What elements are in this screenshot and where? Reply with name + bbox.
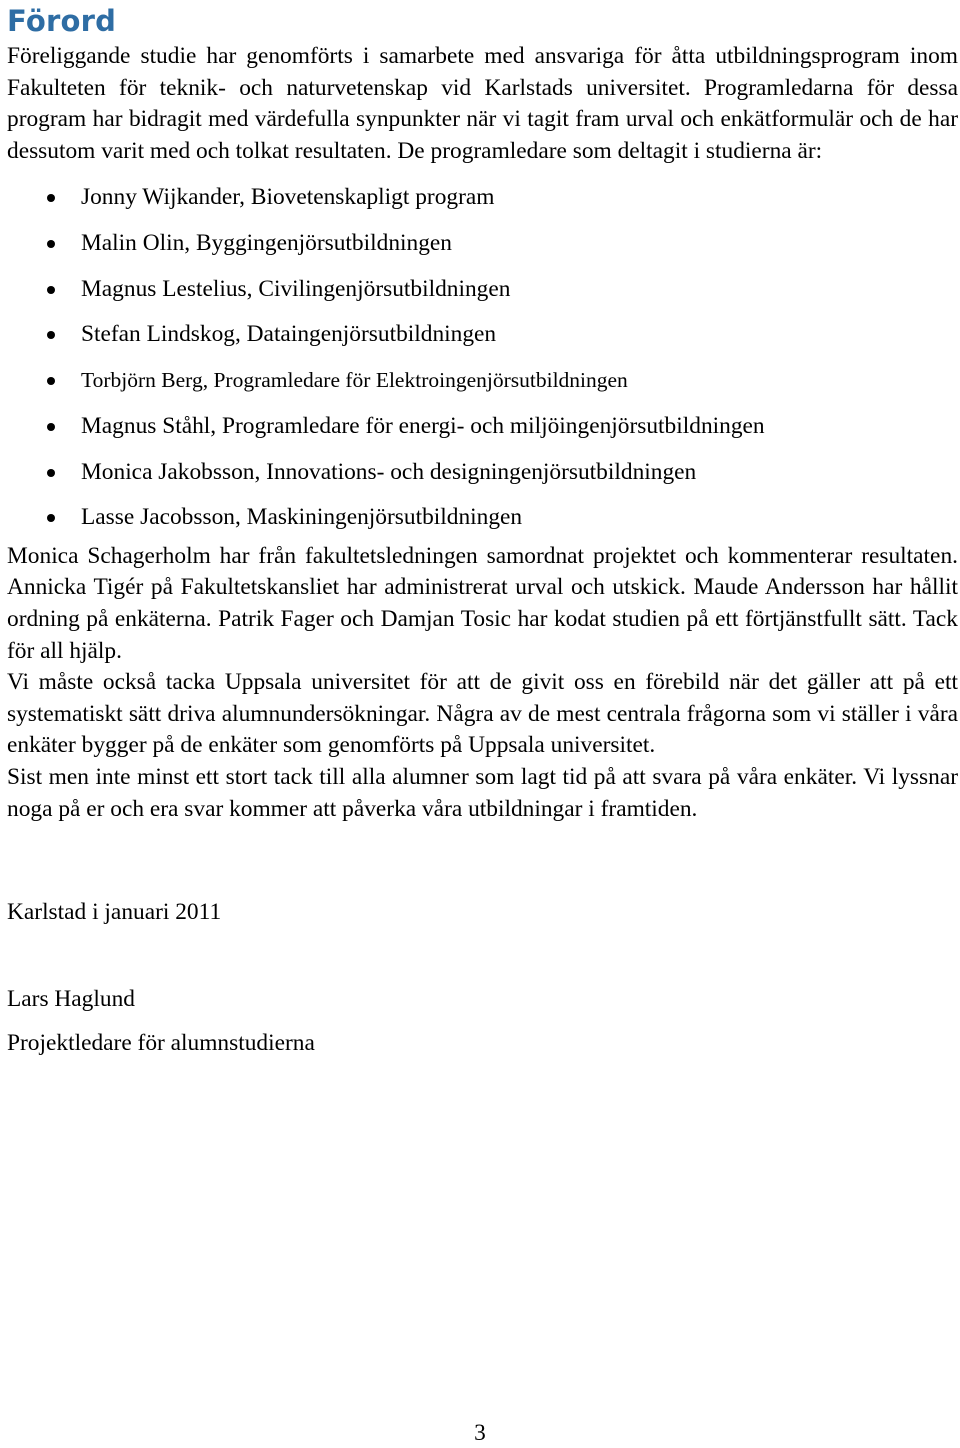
- participant-text: Lasse Jacobsson, Maskiningenjörsutbildningen: [81, 504, 523, 531]
- list-item: [7, 404, 958, 450]
- participant-text: Stefan Lindskog, Dataingenjörsutbildningen: [81, 321, 497, 348]
- participant-text: Magnus Ståhl, Programledare för energi- och miljöingenjörsutbildningen: [81, 412, 765, 439]
- bullet-icon: [47, 514, 55, 522]
- participant-text: Jonny Wijkander, Biovetenskapligt program: [81, 184, 495, 211]
- participant-list: [7, 175, 958, 541]
- list-item: [7, 221, 958, 267]
- list-item: [7, 312, 958, 358]
- bullet-icon: [47, 423, 55, 431]
- participant-text: Torbjörn Berg, Programledare för Elektroingenjörsutbildningen: [81, 368, 628, 393]
- bullet-icon: [47, 331, 55, 339]
- bullet-icon: [47, 286, 55, 294]
- team-paragraph: Monica Schagerholm har från fakultetsledningen samordnat projektet och kommenterar resultaten. Annicka Tigér på Fakultetskansliet har administrerat urval och utskick. Maude Andersson har hållit ordning på enkäterna. Patrik Fager och Damjan Tosic har kodat studien på ett förtjänstfullt sätt. Tack för all hjälp.: [7, 542, 958, 664]
- participant-text: Monica Jakobsson, Innovations- och designingenjörsutbildningen: [81, 458, 697, 485]
- signer-name: Lars Haglund: [7, 986, 135, 1013]
- list-item: [7, 495, 958, 541]
- place-date: Karlstad i januari 2011: [7, 899, 222, 926]
- thanks-paragraph: Sist men inte minst ett stort tack till alla alumner som lagt tid på att svara på våra enkäter. Vi lyssnar noga på er och era svar kommer att påverka våra utbildningar i framtiden.: [7, 764, 958, 822]
- intro-paragraph: Föreliggande studie har genomförts i samarbete med ansvariga för åtta utbildningsprogram inom Fakulteten för teknik- och naturvetenskap vid Karlstads universitet. Programledarna för dessa program har bidragit med värdefulla synpunkter när vi tagit fram urval och enkätformulär och de har dessutom varit med och tolkat resultaten. De programledare som deltagit i studierna är:: [7, 43, 958, 164]
- participant-text: Magnus Lestelius, Civilingenjörsutbildningen: [81, 275, 511, 302]
- signer-role: Projektledare för alumnstudierna: [7, 1030, 315, 1057]
- bullet-icon: [47, 469, 55, 477]
- list-item: [7, 175, 958, 221]
- section-heading: Förord: [7, 4, 117, 38]
- bullet-icon: [47, 194, 55, 202]
- page-number: 3: [474, 1420, 486, 1446]
- document-page: [7, 0, 958, 1059]
- participant-text: Malin Olin, Byggingenjörsutbildningen: [81, 230, 452, 257]
- bullet-icon: [47, 240, 55, 248]
- uppsala-paragraph: Vi måste också tacka Uppsala universitet för att de givit oss en förebild när det gäller att på ett systematiskt sätt driva alumnundersökningar. Några av de mest centrala frågorna som vi ställer i våra enkäter bygger på de enkäter som genomförts på Uppsala universitet.: [7, 669, 958, 759]
- bullet-icon: [47, 377, 55, 385]
- list-item: [7, 450, 958, 496]
- list-item: [7, 267, 958, 313]
- list-item: [7, 358, 958, 404]
